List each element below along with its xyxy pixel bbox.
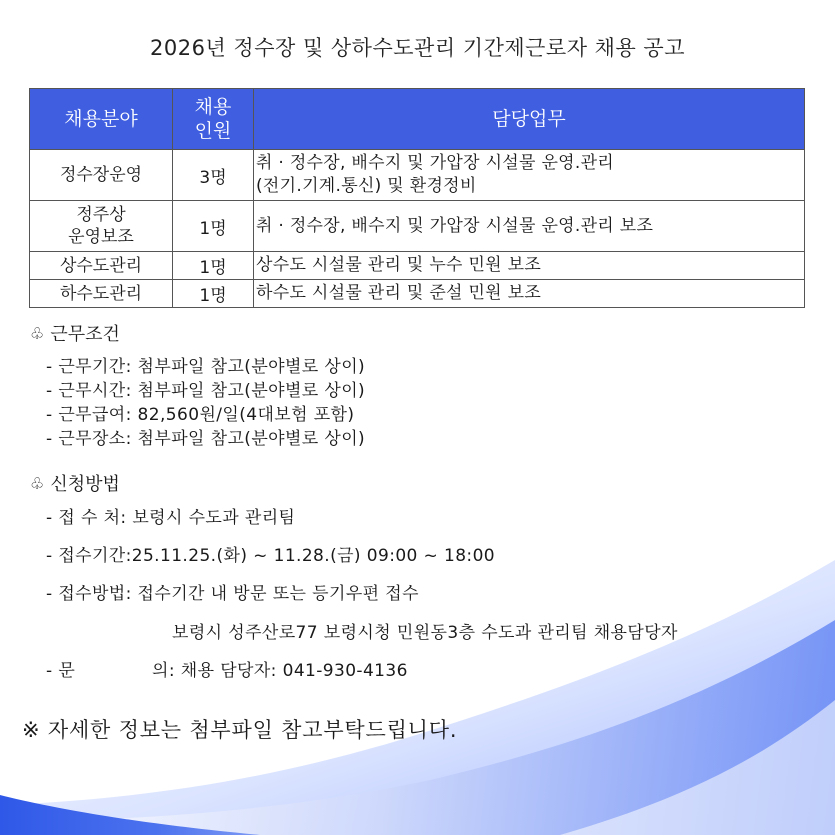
- cell-count: 1명: [173, 252, 254, 280]
- condition-item: - 근무급여: 82,560원/일(4대보험 포함): [46, 405, 355, 425]
- duty-line: 취 · 정수장, 배수지 및 가압장 시설물 운영.관리: [256, 153, 615, 173]
- header-count: [173, 89, 254, 150]
- footer-note: ※ 자세한 정보는 첨부파일 참고부탁드립니다.: [22, 718, 458, 742]
- field-line: 운영보조: [68, 227, 134, 247]
- cell-duty: [254, 150, 805, 201]
- table-row: [30, 252, 805, 280]
- clover-icon: ♧: [30, 323, 45, 343]
- work-conditions-heading: [30, 320, 120, 346]
- header-field: 채용분야: [30, 89, 173, 150]
- condition-item: - 근무장소: 첨부파일 참고(분야별로 상이): [46, 429, 366, 449]
- cell-field: 상수도관리: [30, 252, 173, 280]
- cell-duty: 취 · 정수장, 배수지 및 가압장 시설물 운영.관리 보조: [254, 201, 805, 252]
- cell-count: 3명: [173, 150, 254, 201]
- application-heading: [30, 470, 120, 496]
- application-method: - 접수방법: 접수기간 내 방문 또는 등기우편 접수: [46, 584, 419, 604]
- cell-field: 하수도관리: [30, 280, 173, 308]
- cell-count: 1명: [173, 280, 254, 308]
- work-conditions-title: 근무조건: [50, 324, 120, 345]
- header-count-line1: 채용: [194, 96, 232, 118]
- table-row: [30, 150, 805, 201]
- page-title: 2026년 정수장 및 상하수도관리 기간제근로자 채용 공고: [150, 36, 685, 60]
- table-row: [30, 280, 805, 308]
- inquiry-label: - 문: [46, 661, 76, 681]
- header-count-line2: 인원: [194, 120, 232, 142]
- application-period: - 접수기간:25.11.25.(화) ~ 11.28.(금) 09:00 ~ 18:00: [46, 546, 495, 566]
- recruitment-table: [29, 88, 805, 308]
- cell-duty: 상수도 시설물 관리 및 누수 민원 보조: [254, 252, 805, 280]
- cell-count: 1명: [173, 201, 254, 252]
- condition-item: - 근무기간: 첨부파일 참고(분야별로 상이): [46, 357, 366, 377]
- table-header-row: [30, 89, 805, 150]
- condition-item: - 근무시간: 첨부파일 참고(분야별로 상이): [46, 381, 366, 401]
- cell-field: 정수장운영: [30, 150, 173, 201]
- cell-duty: 하수도 시설물 관리 및 준설 민원 보조: [254, 280, 805, 308]
- duty-line: (전기.기계.통신) 및 환경정비: [256, 176, 477, 196]
- table-row: [30, 201, 805, 252]
- clover-icon: ♧: [30, 473, 45, 493]
- inquiry-value: 의: 채용 담당자: 041-930-4136: [152, 661, 408, 681]
- field-line: 정주상: [76, 205, 126, 225]
- application-title: 신청방법: [50, 474, 120, 495]
- cell-field: [30, 201, 173, 252]
- header-duty: 담당업무: [254, 89, 805, 150]
- application-address: 보령시 성주산로77 보령시청 민원동3층 수도과 관리팀 채용담당자: [172, 623, 678, 643]
- application-place: - 접 수 처: 보령시 수도과 관리팀: [46, 508, 296, 528]
